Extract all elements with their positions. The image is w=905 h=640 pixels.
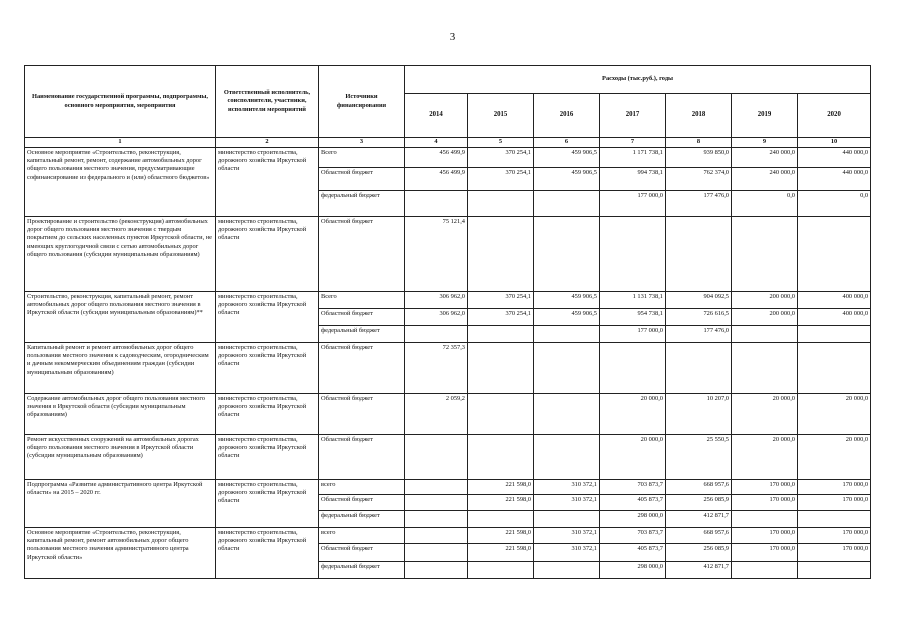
amount-cell: 668 957,6 [666,480,732,495]
funding-source-cell: Областной бюджет [319,495,405,511]
amount-cell: 310 372,1 [534,528,600,544]
table-row [25,343,871,394]
funding-source-cell: всего [319,480,405,495]
amount-cell: 298 000,0 [600,511,666,528]
amount-cell [405,480,468,495]
amount-cell [534,191,600,217]
executor-cell: министерство строительства, дорожного хозяйства Иркутской области [216,343,319,394]
amount-cell: 459 906,5 [534,148,600,168]
amount-cell: 170 000,0 [798,495,871,511]
funding-source-cell: федеральный бюджет [319,191,405,217]
amount-cell [468,435,534,480]
program-name-cell: Содержание автомобильных дорог общего пользования местного значения в Иркутской области (субсидии муниципальным образованиям) [25,394,216,435]
table-row [25,217,871,292]
amount-cell [798,343,871,394]
funding-source-cell: Областной бюджет [319,217,405,292]
amount-cell [534,435,600,480]
funding-source-cell: Областной бюджет [319,309,405,326]
amount-cell: 20 000,0 [798,435,871,480]
program-name-cell: Проектирование и строительство (реконструкция) автомобильных дорог общего пользования местного значения с твердым покрытием до сельских населенных пунктов Иркутской области, не имеющих круглогодичной связи с сетью автомобильных дорог общего пользования (субсидии муниципальным образованиям) [25,217,216,292]
header-expenses: Расходы (тыс.руб.), годы [405,66,871,94]
amount-cell: 170 000,0 [732,480,798,495]
amount-cell [468,562,534,579]
amount-cell: 440 000,0 [798,168,871,191]
amount-cell [468,191,534,217]
amount-cell [798,217,871,292]
amount-cell: 412 871,7 [666,511,732,528]
amount-cell [798,562,871,579]
amount-cell: 177 476,0 [666,326,732,343]
amount-cell: 904 092,5 [666,292,732,309]
amount-cell: 200 000,0 [732,309,798,326]
amount-cell [405,326,468,343]
program-name-cell: Основное мероприятие «Строительство, реконструкция, капитальный ремонт, ремонт автомобильных дорог общего пользования местного значения административного центра Иркутской области» [25,528,216,579]
amount-cell: 0,0 [798,191,871,217]
amount-cell [468,217,534,292]
amount-cell: 0,0 [732,191,798,217]
budget-table [24,65,871,579]
amount-cell [468,326,534,343]
amount-cell: 170 000,0 [732,495,798,511]
amount-cell: 1 171 738,1 [600,148,666,168]
table-row [25,528,871,544]
funding-source-cell: федеральный бюджет [319,511,405,528]
amount-cell [600,343,666,394]
executor-cell: министерство строительства, дорожного хозяйства Иркутской области [216,394,319,435]
amount-cell: 994 738,1 [600,168,666,191]
funding-source-cell: Областной бюджет [319,394,405,435]
amount-cell [666,217,732,292]
amount-cell: 20 000,0 [600,394,666,435]
amount-cell: 306 962,0 [405,309,468,326]
amount-cell: 310 372,1 [534,495,600,511]
amount-cell: 170 000,0 [732,528,798,544]
amount-cell: 370 254,1 [468,148,534,168]
column-number: 1 [25,138,216,148]
amount-cell [468,394,534,435]
amount-cell: 459 906,5 [534,309,600,326]
amount-cell: 221 598,0 [468,528,534,544]
amount-cell [534,562,600,579]
program-name-cell: Ремонт искусственных сооружений на автомобильных дорогах общего пользования местного значения в Иркутской области (субсидии муниципальным образованиям) [25,435,216,480]
header-year: 2017 [600,94,666,138]
amount-cell [534,511,600,528]
column-number: 4 [405,138,468,148]
amount-cell: 954 738,1 [600,309,666,326]
amount-cell: 256 085,9 [666,495,732,511]
amount-cell: 177 000,0 [600,191,666,217]
table-row [25,480,871,495]
amount-cell: 256 085,9 [666,544,732,562]
amount-cell: 939 850,0 [666,148,732,168]
amount-cell: 2 059,2 [405,394,468,435]
amount-cell [405,435,468,480]
amount-cell [468,343,534,394]
column-number: 7 [600,138,666,148]
executor-cell: министерство строительства, дорожного хозяйства Иркутской области [216,435,319,480]
amount-cell: 1 131 738,1 [600,292,666,309]
amount-cell [405,562,468,579]
amount-cell: 456 499,9 [405,168,468,191]
amount-cell: 25 550,5 [666,435,732,480]
header-year: 2014 [405,94,468,138]
column-number: 9 [732,138,798,148]
funding-source-cell: Областной бюджет [319,343,405,394]
header-year: 2016 [534,94,600,138]
amount-cell [405,511,468,528]
amount-cell: 456 499,9 [405,148,468,168]
amount-cell: 20 000,0 [732,435,798,480]
amount-cell: 400 000,0 [798,292,871,309]
amount-cell [534,217,600,292]
amount-cell [534,343,600,394]
header-executor: Ответственный исполнитель, соисполнители, участники, исполнители мероприятий [216,66,319,138]
amount-cell: 370 254,1 [468,309,534,326]
funding-source-cell: федеральный бюджет [319,562,405,579]
table-row [25,148,871,168]
amount-cell: 400 000,0 [798,309,871,326]
table-row [25,292,871,309]
amount-cell: 221 598,0 [468,480,534,495]
column-number: 6 [534,138,600,148]
amount-cell: 170 000,0 [798,544,871,562]
amount-cell: 306 962,0 [405,292,468,309]
column-number: 10 [798,138,871,148]
funding-source-cell: Областной бюджет [319,435,405,480]
table-row [25,435,871,480]
amount-cell: 703 873,7 [600,480,666,495]
amount-cell [534,326,600,343]
header-year: 2020 [798,94,871,138]
header-year: 2018 [666,94,732,138]
amount-cell [732,217,798,292]
table-row [25,394,871,435]
amount-cell: 20 000,0 [798,394,871,435]
amount-cell [732,562,798,579]
executor-cell: министерство строительства, дорожного хозяйства Иркутской области [216,148,319,217]
amount-cell: 310 372,1 [534,480,600,495]
amount-cell: 412 871,7 [666,562,732,579]
amount-cell: 72 357,3 [405,343,468,394]
amount-cell [405,191,468,217]
amount-cell: 240 000,0 [732,148,798,168]
header-year: 2019 [732,94,798,138]
amount-cell: 459 906,5 [534,168,600,191]
amount-cell: 177 000,0 [600,326,666,343]
amount-cell [534,394,600,435]
program-name-cell: Основное мероприятие «Строительство, реконструкция, капитальный ремонт, ремонт, содержание автомобильных дорог общего пользования местного значения, предусматривающие софинансирование из федерального и (или) областного бюджетов» [25,148,216,217]
column-number: 8 [666,138,732,148]
page-number: 3 [449,31,456,43]
column-number: 2 [216,138,319,148]
amount-cell: 298 000,0 [600,562,666,579]
program-name-cell: Капитальный ремонт и ремонт автомобильных дорог общего пользования местного значения к садоводческим, огородническим и дачным некоммерческим объединениям граждан (субсидии муниципальным образованиям) [25,343,216,394]
funding-source-cell: Областной бюджет [319,544,405,562]
executor-cell: министерство строительства, дорожного хозяйства Иркутской области [216,528,319,579]
amount-cell: 170 000,0 [798,480,871,495]
amount-cell: 310 372,1 [534,544,600,562]
amount-cell [798,326,871,343]
amount-cell [405,528,468,544]
amount-cell [405,495,468,511]
amount-cell [732,326,798,343]
program-name-cell: Подпрограмма «Развитие административного центра Иркутской области» на 2015 – 2020 гг. [25,480,216,528]
funding-source-cell: Областной бюджет [319,168,405,191]
amount-cell [405,544,468,562]
amount-cell: 405 873,7 [600,544,666,562]
amount-cell: 75 121,4 [405,217,468,292]
amount-cell [666,343,732,394]
column-number: 3 [319,138,405,148]
amount-cell: 221 598,0 [468,544,534,562]
funding-source-cell: всего [319,528,405,544]
amount-cell: 440 000,0 [798,148,871,168]
amount-cell: 20 000,0 [732,394,798,435]
executor-cell: министерство строительства, дорожного хозяйства Иркутской области [216,292,319,343]
amount-cell: 370 254,1 [468,292,534,309]
amount-cell [732,511,798,528]
amount-cell: 10 207,0 [666,394,732,435]
amount-cell: 405 873,7 [600,495,666,511]
header-source: Источники финансирования [319,66,405,138]
amount-cell: 221 598,0 [468,495,534,511]
amount-cell: 459 906,5 [534,292,600,309]
funding-source-cell: Всего [319,148,405,168]
executor-cell: министерство строительства, дорожного хозяйства Иркутской области [216,480,319,528]
amount-cell [798,511,871,528]
executor-cell: министерство строительства, дорожного хозяйства Иркутской области [216,217,319,292]
header-year: 2015 [468,94,534,138]
amount-cell [732,343,798,394]
header-name: Наименование государственной программы, подпрограммы, основного мероприятия, мероприятия [25,66,216,138]
funding-source-cell: Всего [319,292,405,309]
amount-cell: 170 000,0 [732,544,798,562]
amount-cell: 370 254,1 [468,168,534,191]
amount-cell [468,511,534,528]
column-number: 5 [468,138,534,148]
funding-source-cell: федеральный бюджет [319,326,405,343]
amount-cell: 177 476,0 [666,191,732,217]
amount-cell: 703 873,7 [600,528,666,544]
amount-cell [600,217,666,292]
amount-cell: 762 374,0 [666,168,732,191]
amount-cell: 668 957,6 [666,528,732,544]
amount-cell: 726 616,5 [666,309,732,326]
amount-cell: 20 000,0 [600,435,666,480]
amount-cell: 240 000,0 [732,168,798,191]
program-name-cell: Строительство, реконструкция, капитальный ремонт, ремонт автомобильных дорог общего пользования местного значения в Иркутской области (субсидии муниципальным образованиям)** [25,292,216,343]
amount-cell: 170 000,0 [798,528,871,544]
amount-cell: 200 000,0 [732,292,798,309]
